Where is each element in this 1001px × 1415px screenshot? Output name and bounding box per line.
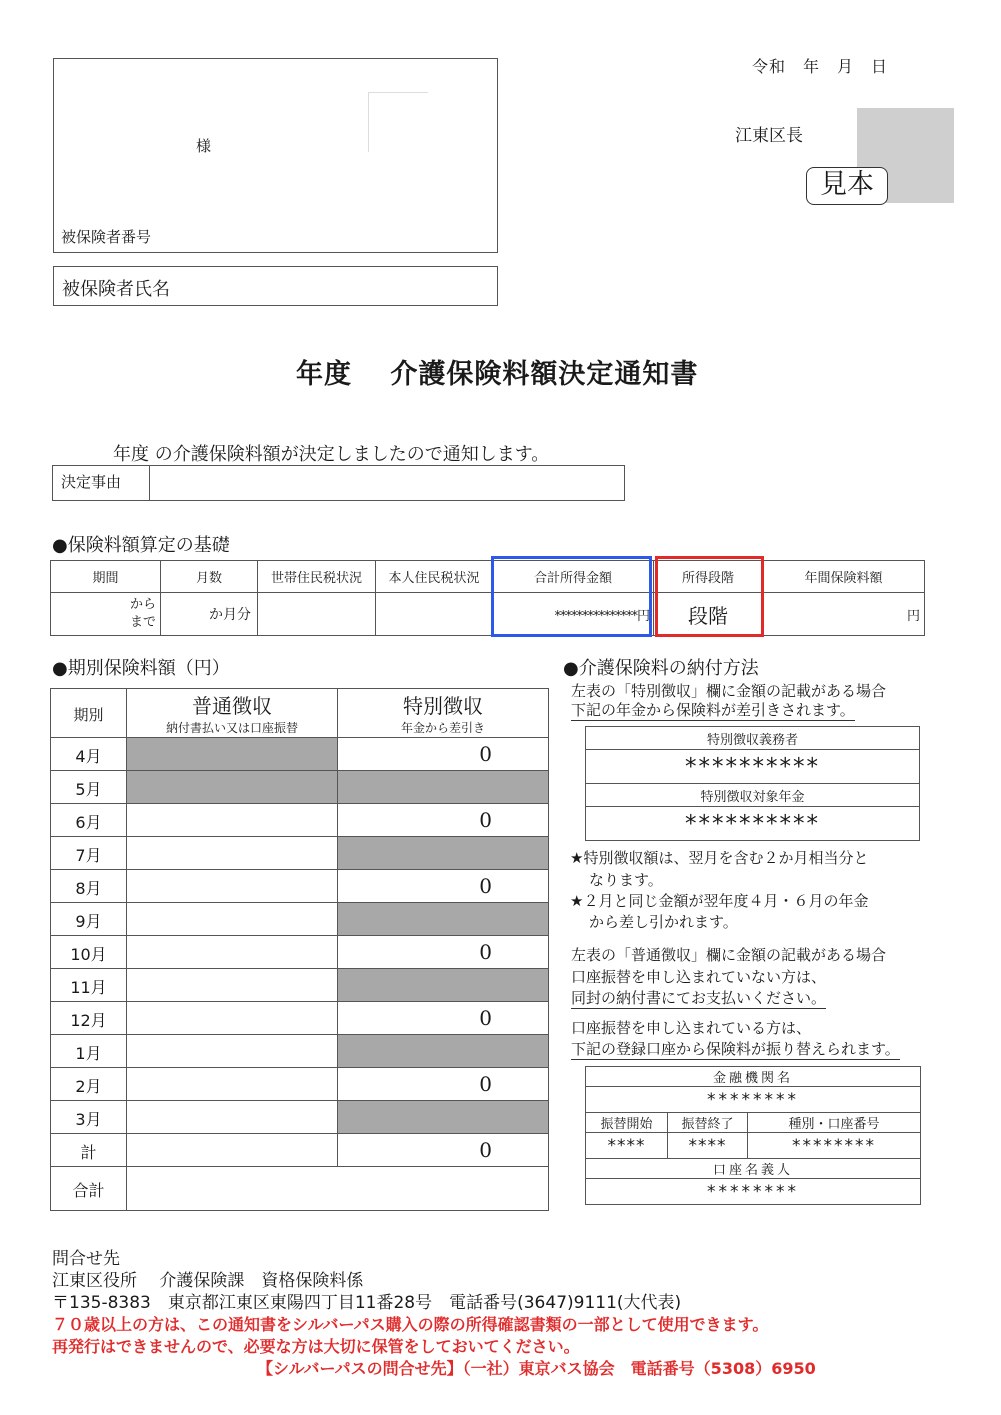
special-amount: 0: [338, 936, 549, 969]
address-box: [53, 58, 498, 253]
reissue-note: 再発行はできませんので、必要な方は大切に保管をしておいてください。: [52, 1337, 580, 1356]
special-amount: 0: [338, 1002, 549, 1035]
basis-total-income: ***************円: [493, 593, 654, 636]
normal-amount: [127, 1101, 338, 1134]
note1-b: なります。: [589, 871, 663, 889]
basis-income-stage: 段階: [654, 593, 763, 636]
pension-value: **********: [586, 807, 920, 841]
start-value: ****: [586, 1133, 668, 1159]
start-label: 振替開始: [586, 1113, 668, 1133]
special-col-sub: 年金から差引き: [400, 721, 485, 735]
period-month: 11月: [51, 969, 127, 1002]
note2-b: から差し引かれます。: [589, 913, 738, 931]
contact-block: [52, 1248, 816, 1380]
normal-amount: [127, 738, 338, 771]
basis-self-tax-value: [376, 593, 493, 636]
special-amount: 0: [338, 804, 549, 837]
normal-note-2: 口座振替を申し込まれていない方は、: [571, 968, 827, 986]
special-amount: [338, 1035, 549, 1068]
note2-a: ★２月と同じ金額が翌年度４月・６月の年金: [570, 892, 869, 910]
period-month: 8月: [51, 870, 127, 903]
normal-col-header: [127, 689, 338, 738]
special-amount: 0: [338, 1134, 549, 1167]
normal-amount: [127, 1134, 338, 1167]
basis-header-total-income: 合計所得金額: [493, 561, 654, 593]
insured-number-label: 被保険者番号: [61, 228, 152, 246]
table-row: [51, 1134, 549, 1167]
pension-label: 特別徴収対象年金: [586, 784, 920, 807]
special-collection-table: [585, 726, 920, 841]
normal-amount: [127, 870, 338, 903]
total-value: [127, 1167, 549, 1211]
period-month: 6月: [51, 804, 127, 837]
table-row: [51, 903, 549, 936]
basis-annual-premium: 円: [763, 593, 925, 636]
table-row: [51, 1101, 549, 1134]
table-row: [51, 1035, 549, 1068]
table-row: [51, 837, 549, 870]
special-amount: [338, 837, 549, 870]
period-col-header: 期別: [51, 689, 127, 738]
basis-header-income-stage: 所得段階: [654, 561, 763, 593]
payment-heading: ●介護保険料の納付方法: [563, 658, 759, 679]
note1-a: ★特別徴収額は、翌月を含む２か月相当分と: [570, 849, 869, 867]
normal-amount: [127, 1002, 338, 1035]
table-row: [51, 1068, 549, 1101]
basis-from: から: [129, 597, 156, 612]
table-row: [51, 771, 549, 804]
contact-office: 江東区役所 介護保険課 資格保険料係: [52, 1271, 364, 1291]
normal-note-1: 左表の「普通徴収」欄に金額の記載がある場合: [571, 946, 887, 964]
document-title: 年度 介護保険料額決定通知書: [296, 359, 699, 390]
bank-account-table: [585, 1066, 921, 1205]
issue-date: 令和 年 月 日: [752, 57, 889, 76]
holder-value: ********: [586, 1179, 921, 1205]
table-row: [51, 870, 549, 903]
account-note-1: 口座振替を申し込まれている方は、: [571, 1019, 812, 1037]
period-month: 3月: [51, 1101, 127, 1134]
bank-value: ********: [586, 1087, 921, 1113]
basis-period-cell: [51, 593, 161, 636]
special-note-1: 左表の「特別徴収」欄に金額の記載がある場合: [571, 682, 887, 700]
special-amount: 0: [338, 870, 549, 903]
decision-reason-box: [52, 465, 625, 501]
table-row: [51, 936, 549, 969]
insured-name-box: [53, 266, 498, 306]
normal-note-3: 同封の納付書にてお支払いください。: [571, 989, 827, 1007]
basis-header-annual-premium: 年間保険料額: [763, 561, 925, 593]
income-highlight-frame: [491, 556, 652, 637]
normal-amount: [127, 771, 338, 804]
period-month: 5月: [51, 771, 127, 804]
normal-amount: [127, 1035, 338, 1068]
special-amount: 0: [338, 738, 549, 771]
period-month: 4月: [51, 738, 127, 771]
sender-name: 江東区長: [735, 126, 803, 146]
contact-address: 〒135-8383 東京都江東区東陽四丁目11番28号 電話番号(3647)9111(大代表): [52, 1293, 682, 1313]
basis-header-period: 期間: [51, 561, 161, 593]
table-row: [51, 969, 549, 1002]
account-note-2: 下記の登録口座から保険料が振り替えられます。: [571, 1040, 900, 1058]
decision-reason-label: 決定事由: [53, 466, 150, 500]
table-row: [51, 804, 549, 837]
total-label: 合計: [51, 1167, 127, 1211]
special-col-title: 特別徴収: [403, 694, 483, 718]
basis-header-months: 月数: [161, 561, 258, 593]
type-value: ********: [748, 1133, 921, 1159]
periods-table: [50, 688, 549, 1211]
bank-label: 金融機関名: [586, 1067, 921, 1087]
period-month: 10月: [51, 936, 127, 969]
duty-label: 特別徴収義務者: [586, 727, 920, 750]
silver-pass-note: ７０歳以上の方は、この通知書をシルバーパス購入の際の所得確認書類の一部として使用できます。: [52, 1315, 769, 1334]
normal-col-sub: 納付書払い又は口座振替: [165, 721, 298, 735]
contact-label: 問合せ先: [52, 1249, 120, 1269]
normal-amount: [127, 936, 338, 969]
honorific-sama: 様: [196, 137, 212, 155]
special-amount: [338, 903, 549, 936]
special-amount: [338, 771, 549, 804]
basis-header-self-tax: 本人住民税状況: [376, 561, 493, 593]
special-col-header: [338, 689, 549, 738]
basis-household-tax-value: [258, 593, 376, 636]
special-amount: [338, 1101, 549, 1134]
normal-amount: [127, 903, 338, 936]
intro-text: 年度 の介護保険料額が決定しましたので通知します。: [113, 444, 550, 465]
address-window-mark: [368, 92, 428, 152]
bus-association-contact: 【シルバーパスの問合せ先】（一社）東京バス協会 電話番号（5308）6950: [257, 1359, 816, 1378]
duty-value: **********: [586, 750, 920, 784]
basis-header-household-tax: 世帯住民税状況: [258, 561, 376, 593]
stage-highlight-frame: [655, 556, 764, 637]
normal-amount: [127, 837, 338, 870]
type-label: 種別・口座番号: [748, 1113, 921, 1133]
period-month: 9月: [51, 903, 127, 936]
insured-name-label: 被保険者氏名: [62, 279, 170, 300]
table-row: [51, 738, 549, 771]
period-month: 12月: [51, 1002, 127, 1035]
period-month: 2月: [51, 1068, 127, 1101]
period-month: 1月: [51, 1035, 127, 1068]
normal-amount: [127, 969, 338, 1002]
basis-months: か月分: [161, 593, 258, 636]
basis-heading: ●保険料額算定の基礎: [52, 535, 230, 556]
period-month: 計: [51, 1134, 127, 1167]
normal-amount: [127, 804, 338, 837]
holder-label: 口座名義人: [586, 1159, 921, 1179]
basis-table: [50, 560, 925, 636]
periods-heading: ●期別保険料額（円）: [52, 658, 230, 679]
end-label: 振替終了: [668, 1113, 748, 1133]
special-amount: 0: [338, 1068, 549, 1101]
table-row: [51, 1002, 549, 1035]
sample-stamp: 見本: [806, 167, 888, 205]
special-note-2: 下記の年金から保険料が差引きされます。: [571, 701, 855, 719]
normal-col-title: 普通徴収: [192, 694, 272, 718]
end-value: ****: [668, 1133, 748, 1159]
basis-to: まで: [129, 615, 156, 630]
normal-amount: [127, 1068, 338, 1101]
period-month: 7月: [51, 837, 127, 870]
special-amount: [338, 969, 549, 1002]
